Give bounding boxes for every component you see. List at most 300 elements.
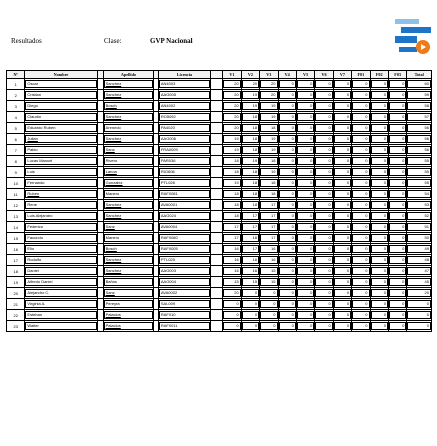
nombre-field[interactable]: Claudio [25, 113, 96, 121]
score-v1-field[interactable]: 19 [223, 135, 240, 143]
nombre-field[interactable]: Julian [25, 135, 96, 143]
score-v7-field[interactable]: 0 [334, 234, 351, 242]
licencia-field[interactable]: AAG024 [159, 212, 210, 220]
score-v3-field[interactable]: 19 [260, 102, 277, 110]
score-v6-field[interactable]: 0 [315, 80, 332, 88]
apellido-field[interactable]: Rivero [104, 157, 154, 165]
score-v1-field[interactable]: 20 [223, 113, 240, 121]
score-v2-field[interactable]: 18 [242, 124, 259, 132]
score-v1-field[interactable]: 19 [223, 179, 240, 187]
score-v4-field[interactable]: 0 [279, 245, 296, 253]
score-f03-field[interactable]: 0 [389, 102, 406, 110]
score-v5-field[interactable]: 0 [297, 124, 314, 132]
score-f02-field[interactable]: 0 [371, 267, 388, 275]
score-v1-field[interactable]: 19 [223, 146, 240, 154]
score-v7-field[interactable]: 0 [334, 223, 351, 231]
score-f01-field[interactable]: 0 [352, 322, 369, 330]
score-f02-field[interactable]: 0 [371, 179, 388, 187]
score-v7-field[interactable]: 0 [334, 322, 351, 330]
score-v2-field[interactable]: 18 [242, 168, 259, 176]
score-v6-field[interactable]: 0 [315, 289, 332, 297]
score-v6-field[interactable]: 0 [315, 201, 332, 209]
score-f03-field[interactable]: 0 [389, 157, 406, 165]
score-v4-field[interactable]: 0 [279, 212, 296, 220]
licencia-field[interactable]: RO5092 [159, 113, 210, 121]
score-f02-field[interactable]: 0 [371, 212, 388, 220]
score-v3-field[interactable]: 18 [260, 124, 277, 132]
apellido-field[interactable]: Arenedo [104, 124, 154, 132]
score-v2-field[interactable]: 19 [242, 157, 259, 165]
score-f01-field[interactable]: 0 [352, 135, 369, 143]
score-f02-field[interactable]: 0 [371, 124, 388, 132]
score-v5-field[interactable]: 0 [297, 278, 314, 286]
score-v7-field[interactable]: 0 [334, 135, 351, 143]
score-f03-field[interactable]: 0 [389, 113, 406, 121]
apellido-field[interactable]: Sanchez [104, 212, 154, 220]
score-v4-field[interactable]: 0 [279, 113, 296, 121]
score-v2-field[interactable]: 17 [242, 223, 259, 231]
score-f02-field[interactable]: 0 [371, 190, 388, 198]
score-f03-field[interactable]: 0 [389, 300, 406, 308]
score-f01-field[interactable]: 0 [352, 234, 369, 242]
nombre-field[interactable]: Eduardo Ruben [25, 124, 96, 132]
apellido-field[interactable]: Sanz [104, 289, 154, 297]
score-f02-field[interactable]: 0 [371, 278, 388, 286]
score-v5-field[interactable]: 0 [297, 256, 314, 264]
licencia-field[interactable]: RAF0081 [159, 190, 210, 198]
nombre-field[interactable]: Walter [25, 322, 96, 330]
score-f03-field[interactable]: 0 [389, 267, 406, 275]
score-v4-field[interactable]: 0 [279, 267, 296, 275]
score-v3-field[interactable]: 0 [260, 300, 277, 308]
score-f03-field[interactable]: 0 [389, 311, 406, 319]
score-v5-field[interactable]: 0 [297, 245, 314, 253]
score-v3-field[interactable]: 19 [260, 135, 277, 143]
score-v1-field[interactable]: 18 [223, 190, 240, 198]
score-f02-field[interactable]: 0 [371, 245, 388, 253]
nombre-field[interactable]: Elio [25, 245, 96, 253]
score-f01-field[interactable]: 0 [352, 146, 369, 154]
score-v1-field[interactable]: 18 [223, 157, 240, 165]
licencia-field[interactable]: RIO608 [159, 168, 210, 176]
score-f03-field[interactable]: 0 [389, 256, 406, 264]
score-v4-field[interactable]: 0 [279, 179, 296, 187]
score-f03-field[interactable]: 0 [389, 212, 406, 220]
score-v4-field[interactable]: 0 [279, 256, 296, 264]
score-v5-field[interactable]: 0 [297, 289, 314, 297]
score-f02-field[interactable]: 0 [371, 256, 388, 264]
score-v4-field[interactable]: 0 [279, 135, 296, 143]
score-v7-field[interactable]: 0 [334, 256, 351, 264]
score-v7-field[interactable]: 0 [334, 289, 351, 297]
nombre-field[interactable]: Ruben [25, 190, 96, 198]
apellido-field[interactable]: Sanchez [104, 135, 154, 143]
nombre-field[interactable]: Luis Alejandro [25, 212, 96, 220]
score-v1-field[interactable]: 16 [223, 267, 240, 275]
apellido-field[interactable]: Sanchez [104, 113, 154, 121]
score-v1-field[interactable]: 20 [223, 102, 240, 110]
score-f01-field[interactable]: 0 [352, 201, 369, 209]
score-f03-field[interactable]: 0 [389, 201, 406, 209]
licencia-cell [158, 222, 210, 233]
score-v5-field[interactable]: 0 [297, 212, 314, 220]
score-v1-field[interactable]: 20 [223, 124, 240, 132]
nombre-field[interactable]: Facundo [25, 234, 96, 242]
score-v4-field[interactable]: 0 [279, 234, 296, 242]
score-f02-field[interactable]: 0 [371, 102, 388, 110]
score-v7-field[interactable]: 0 [334, 179, 351, 187]
score-v4-field[interactable]: 0 [279, 157, 296, 165]
apellido-field[interactable]: Lanoa [104, 168, 154, 176]
score-f02-field[interactable]: 0 [371, 311, 388, 319]
score-f02-field[interactable]: 0 [371, 300, 388, 308]
score-v1-field[interactable]: 18 [223, 212, 240, 220]
licencia-field[interactable]: AN4003 [159, 80, 210, 88]
score-v1-field[interactable]: 20 [223, 80, 240, 88]
score-v2-field[interactable]: 19 [242, 91, 259, 99]
nombre-field[interactable]: Federico [25, 223, 96, 231]
apellido-field[interactable]: Baños [104, 278, 154, 286]
score-v5-field[interactable]: 0 [297, 300, 314, 308]
licencia-field[interactable]: AAG004 [159, 278, 210, 286]
score-v2-field[interactable]: 18 [242, 179, 259, 187]
score-v1-field[interactable]: 15 [223, 278, 240, 286]
score-f03-field[interactable]: 0 [389, 179, 406, 187]
score-v2-field[interactable]: 17 [242, 212, 259, 220]
score-v3-field[interactable]: 16 [260, 256, 277, 264]
score-v5-field[interactable]: 0 [297, 179, 314, 187]
apellido-field[interactable]: Manero [104, 234, 154, 242]
score-f01-field[interactable]: 0 [352, 102, 369, 110]
licencia-field[interactable]: PTL026 [159, 179, 210, 187]
nombre-field[interactable]: Esteban [25, 311, 96, 319]
score-v4-field[interactable]: 0 [279, 311, 296, 319]
score-v6-field[interactable]: 0 [315, 157, 332, 165]
score-v1-field[interactable]: 17 [223, 223, 240, 231]
licencia-field[interactable]: PAR036 [159, 157, 210, 165]
score-v7-field[interactable]: 0 [334, 278, 351, 286]
score-v7-field[interactable]: 0 [334, 300, 351, 308]
score-v6-field[interactable]: 0 [315, 256, 332, 264]
licencia-field[interactable]: RAF0080 [159, 234, 210, 242]
nombre-field[interactable]: Alejandro C. [25, 289, 96, 297]
score-f03-field[interactable]: 0 [389, 124, 406, 132]
apellido-field[interactable]: Sanz [104, 146, 154, 154]
score-v6-field[interactable]: 0 [315, 322, 332, 330]
score-v7-field[interactable]: 0 [334, 91, 351, 99]
licencia-field[interactable]: AAG006 [159, 135, 210, 143]
score-v5-field[interactable]: 0 [297, 80, 314, 88]
score-f02-field[interactable]: 0 [371, 223, 388, 231]
score-f03-field[interactable]: 0 [389, 234, 406, 242]
score-v4-field[interactable]: 0 [279, 91, 296, 99]
score-v4-field[interactable]: 0 [279, 146, 296, 154]
score-v4-field[interactable]: 0 [279, 223, 296, 231]
score-f01-field[interactable]: 0 [352, 190, 369, 198]
score-v3-field[interactable]: 0 [260, 311, 277, 319]
apellido-field[interactable]: Sanchez [104, 267, 154, 275]
apellido-field[interactable]: Gonzalez [104, 179, 154, 187]
apellido-field[interactable]: Bosch [104, 102, 154, 110]
score-v7-field[interactable]: 0 [334, 113, 351, 121]
score-v2-field[interactable]: 18 [242, 201, 259, 209]
score-v5-field[interactable]: 0 [297, 113, 314, 121]
licencia-field[interactable]: AAG003 [159, 267, 210, 275]
apellido-field[interactable]: Sanchez [104, 91, 154, 99]
score-f03-field[interactable]: 0 [389, 91, 406, 99]
score-v7-field[interactable]: 0 [334, 267, 351, 275]
score-v5-field[interactable]: 0 [297, 311, 314, 319]
nombre-field[interactable]: Cristian [25, 91, 96, 99]
score-v5-field[interactable]: 0 [297, 157, 314, 165]
score-f02-field[interactable]: 0 [371, 157, 388, 165]
apellido-field[interactable]: Pereyra [104, 300, 154, 308]
score-v2-field[interactable]: 18 [242, 113, 259, 121]
nombre-field[interactable]: Luis [25, 168, 96, 176]
score-v3-field[interactable]: 0 [260, 289, 277, 297]
score-v5-field[interactable]: 0 [297, 91, 314, 99]
score-v1-field[interactable]: 0 [223, 300, 240, 308]
score-f01-field[interactable]: 0 [352, 256, 369, 264]
score-v1-field[interactable]: 18 [223, 168, 240, 176]
score-v5-field[interactable]: 0 [297, 146, 314, 154]
score-v1-field[interactable]: 0 [223, 322, 240, 330]
score-v6-field[interactable]: 0 [315, 113, 332, 121]
score-v7-field[interactable]: 0 [334, 245, 351, 253]
score-f01-field[interactable]: 0 [352, 212, 369, 220]
score-f02-field[interactable]: 0 [371, 234, 388, 242]
score-f01-field[interactable]: 0 [352, 168, 369, 176]
score-v7-field[interactable]: 0 [334, 146, 351, 154]
score-v4-field[interactable]: 0 [279, 190, 296, 198]
licencia-field[interactable]: PA4020 [159, 124, 210, 132]
score-v2-field[interactable]: 0 [242, 300, 259, 308]
score-f02-field[interactable]: 0 [371, 146, 388, 154]
score-f03-field[interactable]: 0 [389, 146, 406, 154]
score-v4-field[interactable]: 0 [279, 322, 296, 330]
score-f02-field[interactable]: 0 [371, 113, 388, 121]
licencia-field[interactable]: AVA0002 [159, 289, 210, 297]
score-v5-field[interactable]: 0 [297, 322, 314, 330]
score-v2-field[interactable]: 16 [242, 256, 259, 264]
score-v2-field[interactable]: 18 [242, 135, 259, 143]
apellido-field[interactable]: Palacios [104, 322, 154, 330]
apellido-field[interactable]: Sanz [104, 223, 154, 231]
score-v6-field[interactable]: 0 [315, 135, 332, 143]
score-f02-field[interactable]: 0 [371, 91, 388, 99]
score-f02-field[interactable]: 0 [371, 289, 388, 297]
score-v6-field[interactable]: 0 [315, 234, 332, 242]
score-v7-field[interactable]: 0 [334, 124, 351, 132]
score-v6-field[interactable]: 0 [315, 300, 332, 308]
apellido-field[interactable]: Manero [104, 190, 154, 198]
score-v4-field[interactable]: 0 [279, 102, 296, 110]
nombre-field[interactable]: Alfredo Daniel [25, 278, 96, 286]
score-v4-field[interactable]: 0 [279, 278, 296, 286]
apellido-field[interactable]: Bosch [104, 245, 154, 253]
score-v7-field[interactable]: 0 [334, 190, 351, 198]
score-f03-field[interactable]: 0 [389, 289, 406, 297]
score-f03-field[interactable]: 0 [389, 223, 406, 231]
score-v4-field[interactable]: 0 [279, 124, 296, 132]
score-f01-field[interactable]: 0 [352, 289, 369, 297]
score-v6-field[interactable]: 0 [315, 311, 332, 319]
score-f01-field[interactable]: 0 [352, 267, 369, 275]
score-v7-field[interactable]: 0 [334, 212, 351, 220]
score-v5-field[interactable]: 0 [297, 201, 314, 209]
score-v5-field[interactable]: 0 [297, 102, 314, 110]
score-f01-field[interactable]: 0 [352, 300, 369, 308]
licencia-field[interactable]: SAL009 [159, 300, 210, 308]
nombre-field[interactable]: Fernando [25, 179, 96, 187]
score-v1-field[interactable]: 20 [223, 289, 240, 297]
score-v7-field[interactable]: 0 [334, 168, 351, 176]
score-v6-field[interactable]: 0 [315, 146, 332, 154]
score-v5-field[interactable]: 0 [297, 168, 314, 176]
score-v6-field[interactable]: 0 [315, 212, 332, 220]
score-v3-field[interactable]: 20 [260, 91, 277, 99]
score-f02-field[interactable]: 0 [371, 80, 388, 88]
nombre-field[interactable]: Lucas Manuel [25, 157, 96, 165]
score-v6-field[interactable]: 0 [315, 245, 332, 253]
score-v1-field[interactable]: 0 [223, 311, 240, 319]
nombre-field[interactable]: Daniel [25, 267, 96, 275]
score-v2-field[interactable]: 19 [242, 102, 259, 110]
score-v3-field[interactable]: 15 [260, 267, 277, 275]
score-f02-field[interactable]: 0 [371, 135, 388, 143]
score-v1-field[interactable]: 18 [223, 201, 240, 209]
score-v3-field[interactable]: 17 [260, 201, 277, 209]
score-v6-field[interactable]: 0 [315, 267, 332, 275]
score-v6-field[interactable]: 0 [315, 190, 332, 198]
score-v2-field[interactable]: 18 [242, 190, 259, 198]
score-v4-field[interactable]: 0 [279, 80, 296, 88]
score-v7-field[interactable]: 0 [334, 102, 351, 110]
score-f02-field[interactable]: 0 [371, 322, 388, 330]
score-v3-field[interactable]: 16 [260, 245, 277, 253]
score-v3-field[interactable]: 19 [260, 113, 277, 121]
score-v6-field[interactable]: 0 [315, 124, 332, 132]
nombre-field[interactable]: Oscar [25, 80, 96, 88]
score-v6-field[interactable]: 0 [315, 91, 332, 99]
score-v6-field[interactable]: 0 [315, 278, 332, 286]
nombre-field[interactable]: Rodolfo [25, 256, 96, 264]
licencia-field[interactable]: AN4002 [159, 102, 210, 110]
licencia-field[interactable]: FRA0009 [159, 146, 210, 154]
score-v3-field[interactable]: 17 [260, 223, 277, 231]
nombre-field[interactable]: Diego [25, 102, 96, 110]
score-v2-field[interactable]: 15 [242, 278, 259, 286]
score-f02-field[interactable]: 0 [371, 201, 388, 209]
score-f01-field[interactable]: 0 [352, 80, 369, 88]
score-v3-field[interactable]: 18 [260, 190, 277, 198]
score-v3-field[interactable]: 0 [260, 322, 277, 330]
score-v5-field[interactable]: 0 [297, 135, 314, 143]
score-f01-field[interactable]: 0 [352, 311, 369, 319]
score-f01-field[interactable]: 0 [352, 278, 369, 286]
score-v3-field[interactable]: 17 [260, 234, 277, 242]
score-v3-field[interactable]: 20 [260, 80, 277, 88]
score-v3-field[interactable]: 19 [260, 168, 277, 176]
score-v1-field[interactable]: 17 [223, 234, 240, 242]
nombre-field[interactable]: Virginia A. [25, 300, 96, 308]
licencia-field[interactable]: RAF0011 [159, 322, 210, 330]
nombre-field[interactable]: Pablo [25, 146, 96, 154]
licencia-field[interactable]: RAF0005 [159, 245, 210, 253]
score-v3-field[interactable]: 18 [260, 179, 277, 187]
score-v4-field[interactable]: 0 [279, 201, 296, 209]
score-f03-field[interactable]: 0 [389, 190, 406, 198]
score-v6-field[interactable]: 0 [315, 168, 332, 176]
score-v3-field[interactable]: 15 [260, 278, 277, 286]
score-v3-field[interactable]: 18 [260, 157, 277, 165]
apellido-field[interactable]: Palacios [104, 311, 154, 319]
score-v1-field[interactable]: 16 [223, 256, 240, 264]
licencia-field[interactable]: AVA0004 [159, 223, 210, 231]
apellido-field[interactable]: Sanchez [104, 201, 154, 209]
score-f01-field[interactable]: 0 [352, 179, 369, 187]
score-v7-field[interactable]: 0 [334, 80, 351, 88]
score-v2-field[interactable]: 16 [242, 234, 259, 242]
score-v5-field[interactable]: 0 [297, 267, 314, 275]
score-v5-field[interactable]: 0 [297, 223, 314, 231]
licencia-field[interactable]: PTL025 [159, 256, 210, 264]
score-v5-field[interactable]: 0 [297, 190, 314, 198]
score-v2-field[interactable]: 0 [242, 322, 259, 330]
score-v2-field[interactable]: 0 [242, 311, 259, 319]
score-v2-field[interactable]: 0 [242, 289, 259, 297]
score-v6-field[interactable]: 0 [315, 223, 332, 231]
score-f02-field[interactable]: 0 [371, 168, 388, 176]
score-v6-field[interactable]: 0 [315, 179, 332, 187]
score-v7-field[interactable]: 0 [334, 157, 351, 165]
licencia-field[interactable]: AAG005 [159, 91, 210, 99]
score-f01-field[interactable]: 0 [352, 223, 369, 231]
score-v7-field[interactable]: 0 [334, 201, 351, 209]
score-v3-field[interactable]: 17 [260, 212, 277, 220]
score-v1-field[interactable]: 16 [223, 245, 240, 253]
score-f03-field[interactable]: 0 [389, 135, 406, 143]
score-v7-field[interactable]: 0 [334, 311, 351, 319]
score-v4-field[interactable]: 0 [279, 168, 296, 176]
score-f03-field[interactable]: 0 [389, 80, 406, 88]
score-f01-field[interactable]: 0 [352, 157, 369, 165]
score-v2-field[interactable]: 16 [242, 267, 259, 275]
score-f03-field[interactable]: 0 [389, 322, 406, 330]
score-v3-field[interactable]: 19 [260, 146, 277, 154]
apellido-field[interactable]: Sanchez [104, 256, 154, 264]
score-v1-field[interactable]: 20 [223, 91, 240, 99]
score-v6-field[interactable]: 0 [315, 102, 332, 110]
score-f01-field[interactable]: 0 [352, 113, 369, 121]
score-f03-field[interactable]: 0 [389, 245, 406, 253]
licencia-field[interactable]: AVA0001 [159, 201, 210, 209]
apellido-field[interactable]: Sanchez [104, 80, 154, 88]
score-v2-field[interactable]: 18 [242, 146, 259, 154]
nombre-field[interactable]: Rene [25, 201, 96, 209]
score-v4-field[interactable]: 0 [279, 289, 296, 297]
licencia-field[interactable]: RAF010 [159, 311, 210, 319]
score-f03-field[interactable]: 0 [389, 168, 406, 176]
score-v4-field[interactable]: 0 [279, 300, 296, 308]
score-f03-field[interactable]: 0 [389, 278, 406, 286]
score-v2-field[interactable]: 17 [242, 245, 259, 253]
score-f01-field[interactable]: 0 [352, 124, 369, 132]
score-f01-field[interactable]: 0 [352, 245, 369, 253]
score-f01-field[interactable]: 0 [352, 91, 369, 99]
score-v2-field[interactable]: 20 [242, 80, 259, 88]
score-v5-field[interactable]: 0 [297, 234, 314, 242]
